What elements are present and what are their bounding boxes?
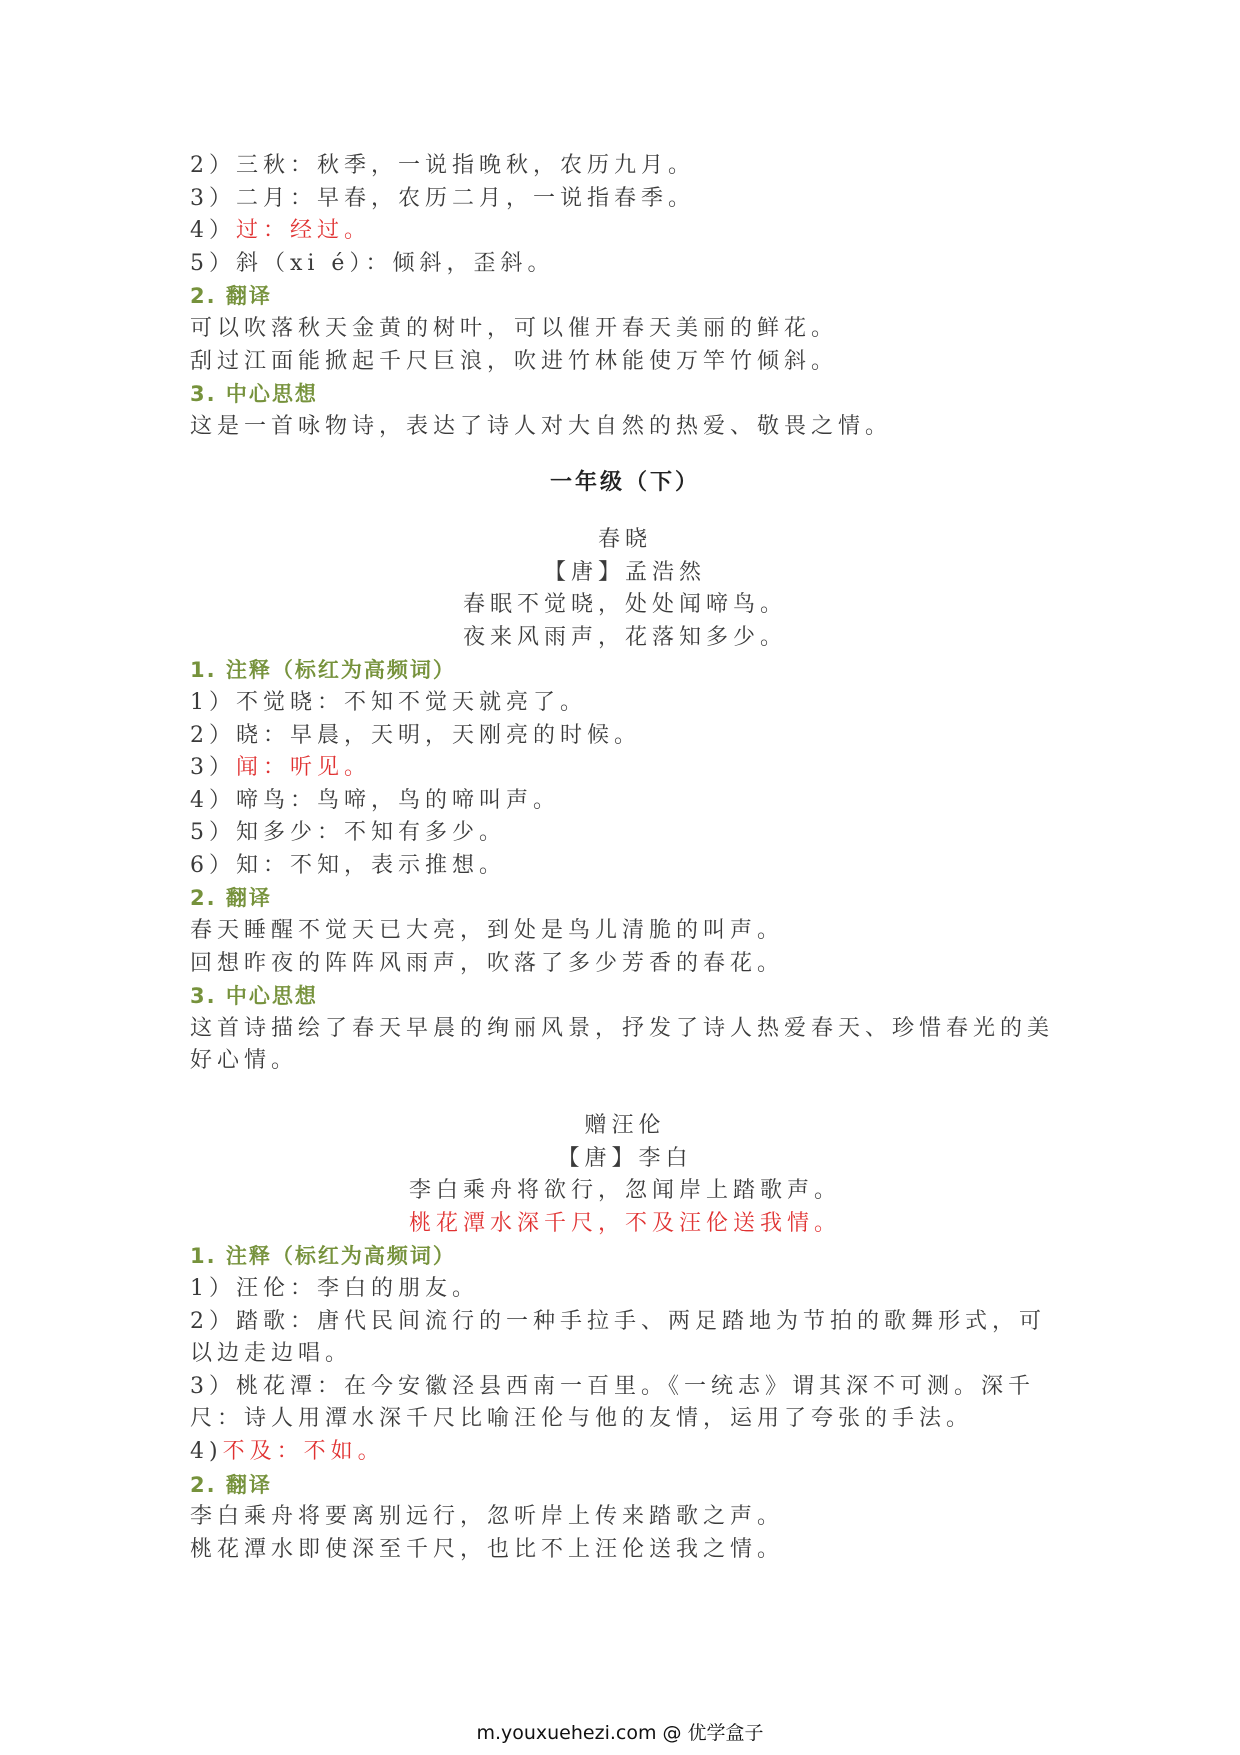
note-item: 2）晓：早晨，天明，天刚亮的时候。 [190, 722, 642, 748]
poem-line-highlight: 桃花潭水深千尺，不及汪伦送我情。 [408, 1210, 841, 1236]
translation-heading: 2. 翻译 [190, 886, 272, 911]
translation-line: 回想昨夜的阵阵风雨声，吹落了多少芳香的春花。 [190, 950, 785, 976]
poem-author: 【唐】孟浩然 [543, 559, 706, 585]
notes-heading: 1. 注释（标红为高频词） [190, 658, 456, 683]
note-item: 5）知多少：不知有多少。 [190, 820, 507, 846]
note-item: 2）踏歌：唐代民间流行的一种手拉手、两足踏地为节拍的歌舞形式，可以边走边唱。 [190, 1308, 1047, 1367]
note-item: 2）三秋：秋季，一说指晚秋，农历九月。 [190, 153, 696, 178]
translation-line: 李白乘舟将要离别远行，忽听岸上传来踏歌之声。 [190, 1504, 785, 1530]
translation-line: 可以吹落秋天金黄的树叶，可以催开春天美丽的鲜花。 [190, 315, 839, 341]
theme-heading: 3. 中心思想 [190, 382, 318, 407]
translation-line: 春天睡醒不觉天已大亮，到处是鸟儿清脆的叫声。 [190, 918, 785, 944]
poem-title: 赠汪伦 [584, 1113, 666, 1139]
note-item: 1）不觉晓：不知不觉天就亮了。 [190, 689, 588, 715]
poem-line: 夜来风雨声，花落知多少。 [462, 624, 787, 650]
document-page [190, 150, 1060, 1566]
theme-heading: 3. 中心思想 [190, 984, 318, 1009]
grade-title: 一年级（下） [549, 470, 700, 496]
note-item-highlight: 3）闻：听见。 [190, 755, 372, 781]
notes-heading: 1. 注释（标红为高频词） [190, 1244, 456, 1269]
theme-text: 这是一首咏物诗，表达了诗人对大自然的热爱、敬畏之情。 [190, 413, 893, 439]
note-item: 4）啼鸟：鸟啼，鸟的啼叫声。 [190, 787, 561, 813]
poem-title: 春晓 [597, 526, 652, 552]
poem-line: 李白乘舟将欲行，忽闻岸上踏歌声。 [408, 1178, 841, 1204]
note-item: 3）二月：早春，农历二月，一说指春季。 [190, 185, 696, 211]
poem-author: 【唐】李白 [557, 1145, 693, 1171]
note-item: 5）斜（xi é）：倾斜，歪斜。 [190, 250, 555, 276]
note-item: 3）桃花潭：在今安徽泾县西南一百里。《一统志》谓其深不可测。深千尺：诗人用潭水深千尺比喻汪伦与他的友情，运用了夸张的手法。 [190, 1373, 1036, 1432]
note-item: 1）汪伦：李白的朋友。 [190, 1276, 480, 1301]
translation-heading: 2. 翻译 [190, 1472, 272, 1497]
poem-line: 春眠不觉晓，处处闻啼鸟。 [462, 592, 787, 618]
note-item-highlight: 4）过：经过。 [190, 218, 372, 244]
note-item-highlight: 4)不及：不如。 [190, 1438, 385, 1464]
translation-line: 刮过江面能掀起千尺巨浪，吹进竹林能使万竿竹倾斜。 [190, 348, 839, 374]
note-item: 6）知：不知，表示推想。 [190, 852, 507, 878]
translation-line: 桃花潭水即使深至千尺，也比不上汪伦送我之情。 [190, 1536, 785, 1562]
translation-heading: 2. 翻译 [190, 284, 272, 309]
footer-watermark: m.youxuehezi.com @ 优学盒子 [476, 1722, 764, 1744]
theme-text: 这首诗描绘了春天早晨的绚丽风景，抒发了诗人热爱春天、珍惜春光的美好心情。 [190, 1015, 1055, 1074]
